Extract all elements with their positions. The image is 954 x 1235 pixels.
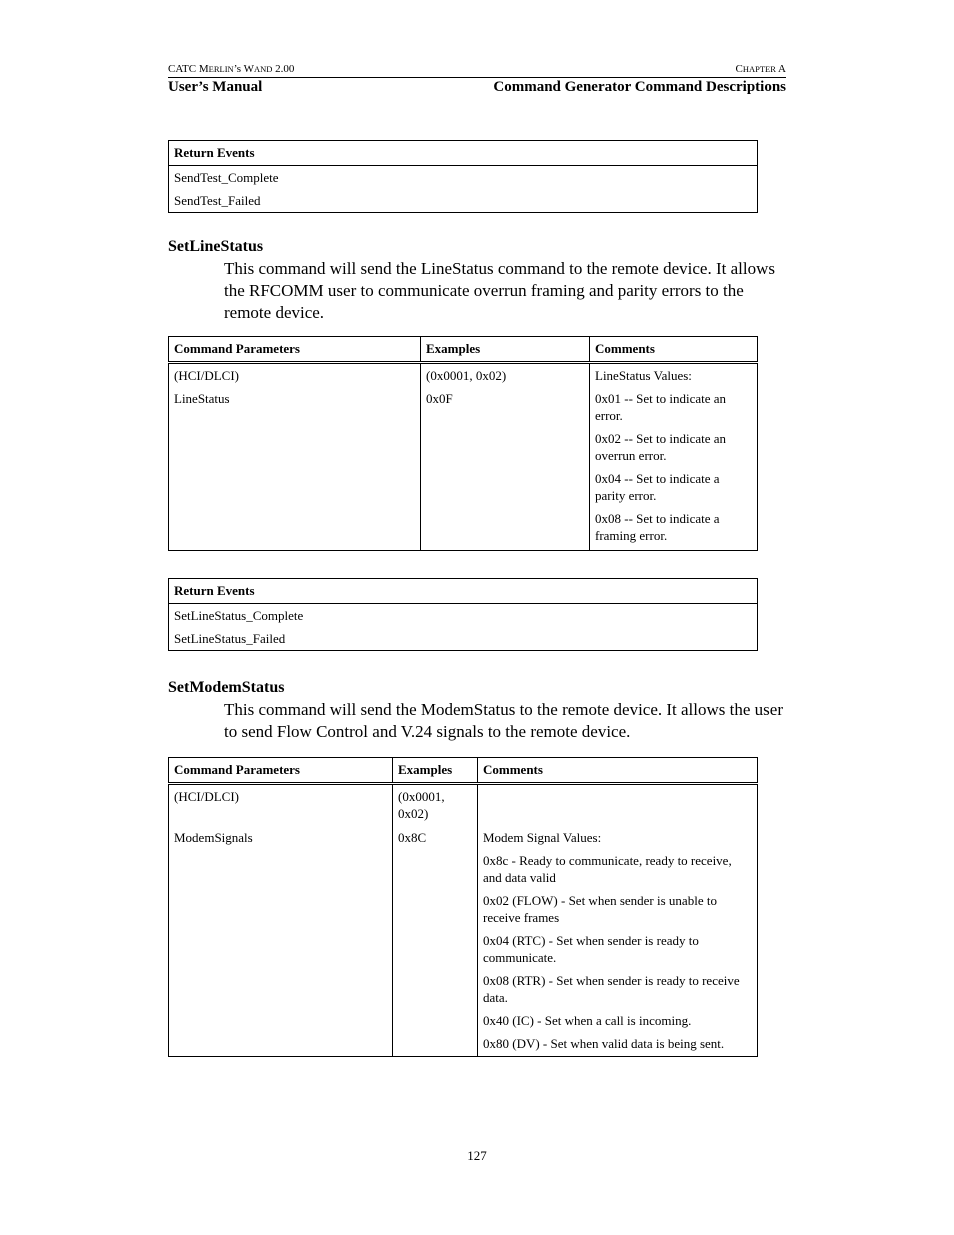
manual-title: User’s Manual [168, 79, 263, 95]
table-row: SetLineStatus_Complete [174, 608, 304, 623]
comment: 0x01 -- Set to indicate an error. [595, 391, 727, 423]
comment: 0x02 (FLOW) - Set when sender is unable to receive frames [483, 893, 717, 925]
param: (HCI/DLCI) [174, 368, 239, 383]
col-header-comments: Comments [478, 758, 758, 784]
example: (0x0001, 0x02) [426, 368, 507, 383]
comment-spacer [483, 785, 752, 826]
table-header: Return Events [169, 579, 758, 604]
comment: 0x04 -- Set to indicate a parity error. [595, 471, 720, 503]
table-row: SendTest_Complete [174, 170, 279, 185]
product-name: CATC MERLIN’s WAND 2.00 [168, 63, 295, 75]
chapter-label: CHAPTER A [735, 63, 786, 75]
running-header-top [168, 63, 786, 78]
param: LineStatus [174, 391, 230, 406]
comment: 0x80 (DV) - Set when valid data is being sent. [483, 1036, 725, 1051]
comment: LineStatus Values: [595, 368, 692, 383]
comments-cell [590, 363, 758, 551]
sendtest-return-events-table [168, 140, 758, 213]
setlinestatus-description: This command will send the LineStatus command to the remote device. It allows the RFCOMM user to communicate overrun framing and parity errors to the remote device. [224, 259, 775, 322]
examples-cell [393, 784, 478, 1057]
col-header-examples: Examples [393, 758, 478, 784]
param: ModemSignals [174, 830, 253, 845]
params-cell [169, 363, 421, 551]
comment: 0x08 (RTR) - Set when sender is ready to receive data. [483, 973, 740, 1005]
col-header-examples: Examples [421, 337, 590, 363]
example: 0x0F [426, 391, 453, 406]
col-header-params: Command Parameters [169, 758, 393, 784]
comment: 0x04 (RTC) - Set when sender is ready to communicate. [483, 933, 699, 965]
setlinestatus-params-table [168, 336, 758, 551]
comments-cell [478, 784, 758, 1057]
example: (0x0001, 0x02) [398, 789, 445, 821]
setlinestatus-return-events-table [168, 578, 758, 651]
page-number: 127 [467, 1148, 487, 1163]
param: (HCI/DLCI) [174, 789, 239, 804]
table-header: Return Events [169, 141, 758, 166]
comment: 0x40 (IC) - Set when a call is incoming. [483, 1013, 692, 1028]
col-header-comments: Comments [590, 337, 758, 363]
comment: 0x8c - Ready to communicate, ready to receive, and data valid [483, 853, 732, 885]
col-header-params: Command Parameters [169, 337, 421, 363]
comment: 0x02 -- Set to indicate an overrun error. [595, 431, 727, 463]
setmodemstatus-params-table [168, 757, 758, 1057]
comment: Modem Signal Values: [483, 830, 602, 845]
params-cell [169, 784, 393, 1057]
running-header-bottom [168, 79, 786, 96]
section-title: Command Generator Command Descriptions [493, 79, 786, 95]
example: 0x8C [398, 830, 427, 845]
table-row: SetLineStatus_Failed [174, 631, 286, 646]
comment: 0x08 -- Set to indicate a framing error. [595, 511, 720, 543]
setlinestatus-heading: SetLineStatus [168, 238, 264, 255]
setmodemstatus-description: This command will send the ModemStatus to the remote device. It allows the user to send Flow Control and V.24 signals to the remote device. [224, 700, 783, 741]
table-row: SendTest_Failed [174, 193, 261, 208]
examples-cell [421, 363, 590, 551]
setmodemstatus-heading: SetModemStatus [168, 679, 285, 696]
